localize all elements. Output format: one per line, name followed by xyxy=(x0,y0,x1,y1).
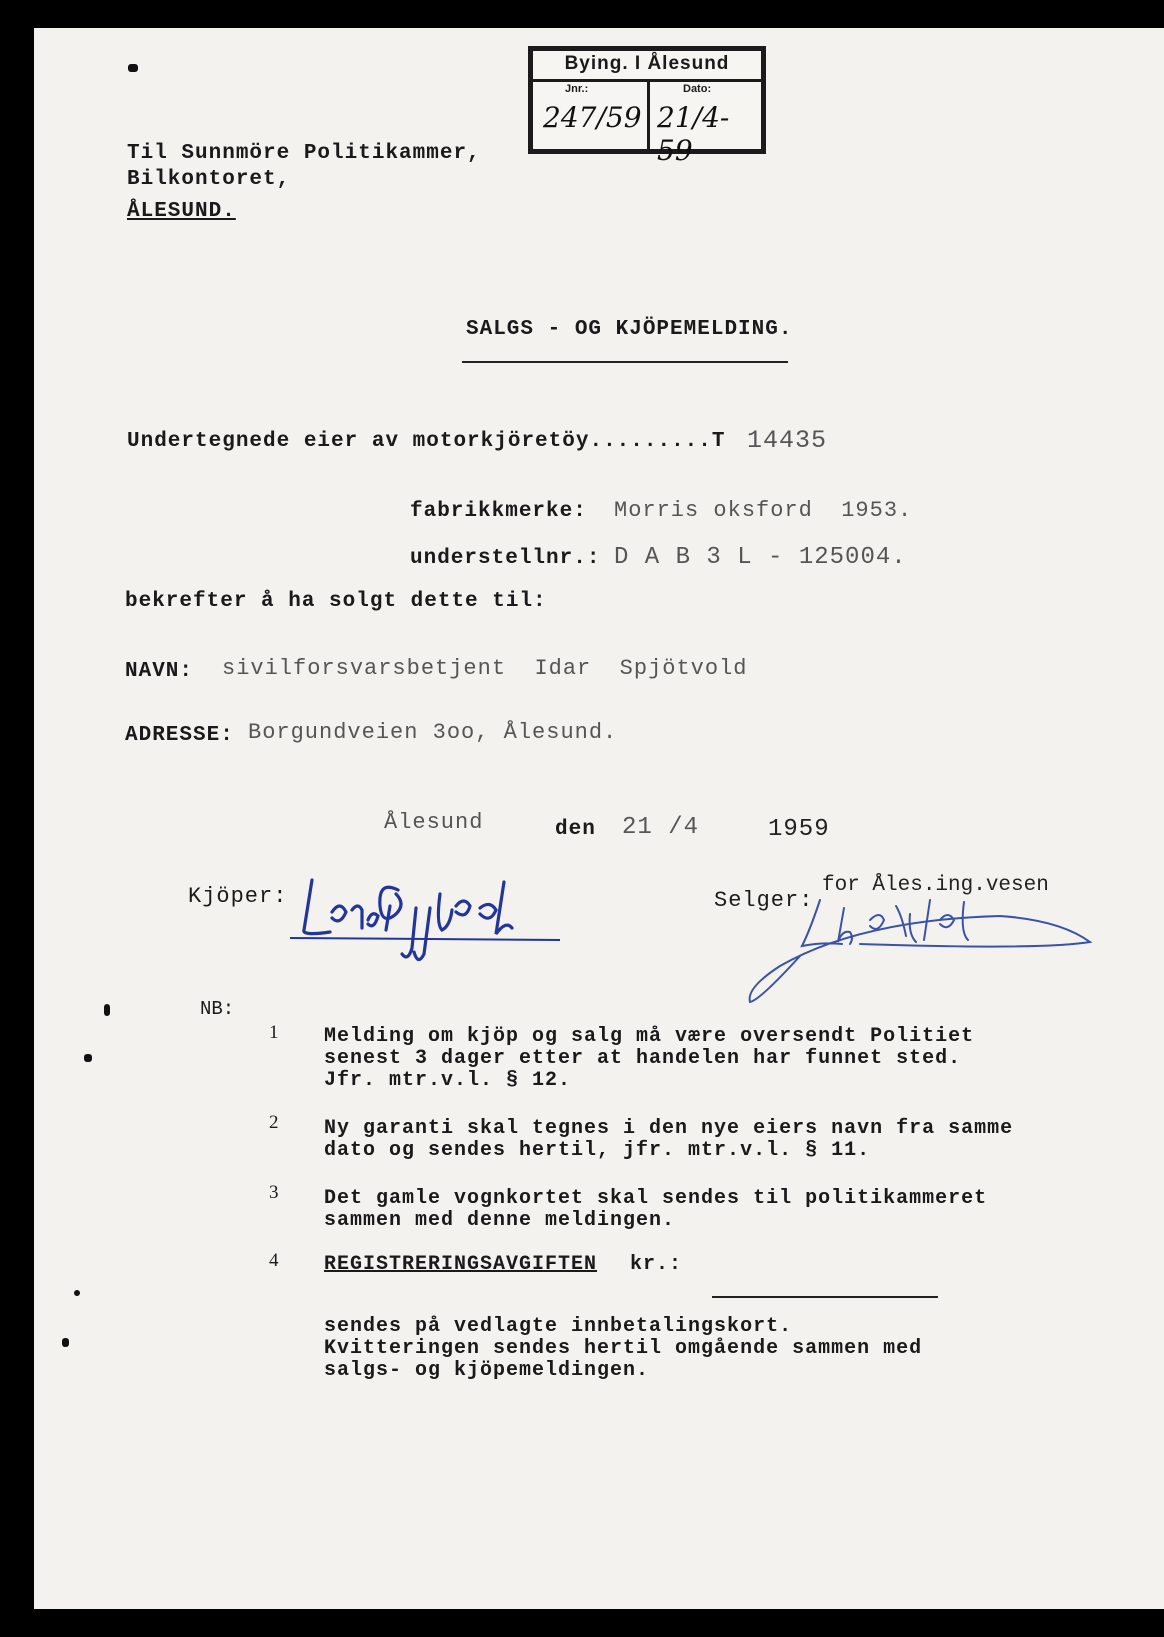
address-label: ADRESSE: xyxy=(125,724,234,747)
stamp-dato-value: 21/4-59 xyxy=(657,101,730,167)
ink-mark xyxy=(74,1290,80,1296)
fee-kr-label: kr.: xyxy=(630,1253,683,1276)
title-underline xyxy=(462,361,788,363)
addressee-line2: Bilkontoret, xyxy=(127,168,291,191)
note-num: 1 xyxy=(269,1022,279,1043)
buyer-signature-text: Idar Spjötvold xyxy=(290,860,299,861)
make-label: fabrikkmerke: xyxy=(410,500,587,523)
seller-for-text: for Åles.ing.vesen xyxy=(822,874,1049,897)
stamp-dato-label: Dato: xyxy=(683,83,712,95)
note-line: Melding om kjöp og salg må være oversendt Politiet xyxy=(324,1025,975,1048)
fee-amount-line xyxy=(712,1296,938,1298)
chassis-value: D A B 3 L - 125004. xyxy=(614,544,907,571)
confirm-text: bekrefter å ha solgt dette til: xyxy=(125,590,547,613)
buyer-signature xyxy=(290,860,610,980)
owner-label: Undertegnede eier av motorkjöretöy.........T xyxy=(127,430,726,453)
note-line: Kvitteringen sendes hertil omgående sammen med xyxy=(324,1337,923,1360)
ink-mark xyxy=(62,1338,69,1347)
stamp-title: Bying. I Ålesund xyxy=(564,53,730,74)
seller-label: Selger: xyxy=(714,888,814,913)
seller-signature-stroke xyxy=(750,900,1090,1002)
name-value: sivilforsvarsbetjent Idar Spjötvold xyxy=(222,656,748,681)
date-day-month: 21 /4 xyxy=(622,814,700,841)
note-num: 2 xyxy=(269,1112,279,1133)
note-line: Jfr. mtr.v.l. § 12. xyxy=(324,1069,572,1092)
fee-heading: REGISTRERINGSAVGIFTEN xyxy=(324,1253,598,1276)
date-year: 1959 xyxy=(768,816,830,843)
stamp-jnr-label: Jnr.: xyxy=(565,83,589,95)
buyer-signature-stroke xyxy=(290,938,560,940)
chassis-label: understellnr.: xyxy=(410,547,601,570)
ink-mark xyxy=(128,64,138,72)
buyer-label: Kjöper: xyxy=(188,884,288,909)
document-title: SALGS - OG KJÖPEMELDING. xyxy=(466,318,793,341)
make-value: Morris oksford 1953. xyxy=(614,498,913,523)
address-value: Borgundveien 3oo, Ålesund. xyxy=(248,720,618,745)
note-line: Ny garanti skal tegnes i den nye eiers navn fra samme xyxy=(324,1117,1014,1140)
note-line: sammen med denne meldingen. xyxy=(324,1209,676,1232)
stamp-jnr-value: 247/59 xyxy=(543,101,642,134)
seller-signature xyxy=(740,880,1100,1010)
ink-mark xyxy=(84,1054,92,1062)
note-num: 4 xyxy=(269,1250,279,1271)
date-place: Ålesund xyxy=(384,810,484,835)
name-label: NAVN: xyxy=(125,660,194,683)
addressee-line1: Til Sunnmöre Politikammer, xyxy=(127,142,481,165)
buyer-signature-stroke xyxy=(304,880,512,960)
owner-reg-value: 14435 xyxy=(747,426,828,455)
note-line: dato og sendes hertil, jfr. mtr.v.l. § 11. xyxy=(324,1139,871,1162)
note-line: senest 3 dager etter at handelen har funnet sted. xyxy=(324,1047,962,1070)
date-den-label: den xyxy=(555,818,596,841)
nb-label: NB: xyxy=(200,998,235,1020)
addressee-line3: ÅLESUND. xyxy=(127,200,236,223)
note-num: 3 xyxy=(269,1182,279,1203)
ink-mark xyxy=(104,1004,110,1016)
registry-stamp xyxy=(528,46,766,167)
note-line: Det gamle vognkortet skal sendes til politikammeret xyxy=(324,1187,988,1210)
note-line: sendes på vedlagte innbetalingskort. xyxy=(324,1315,793,1338)
note-line: salgs- og kjöpemeldingen. xyxy=(324,1359,650,1382)
